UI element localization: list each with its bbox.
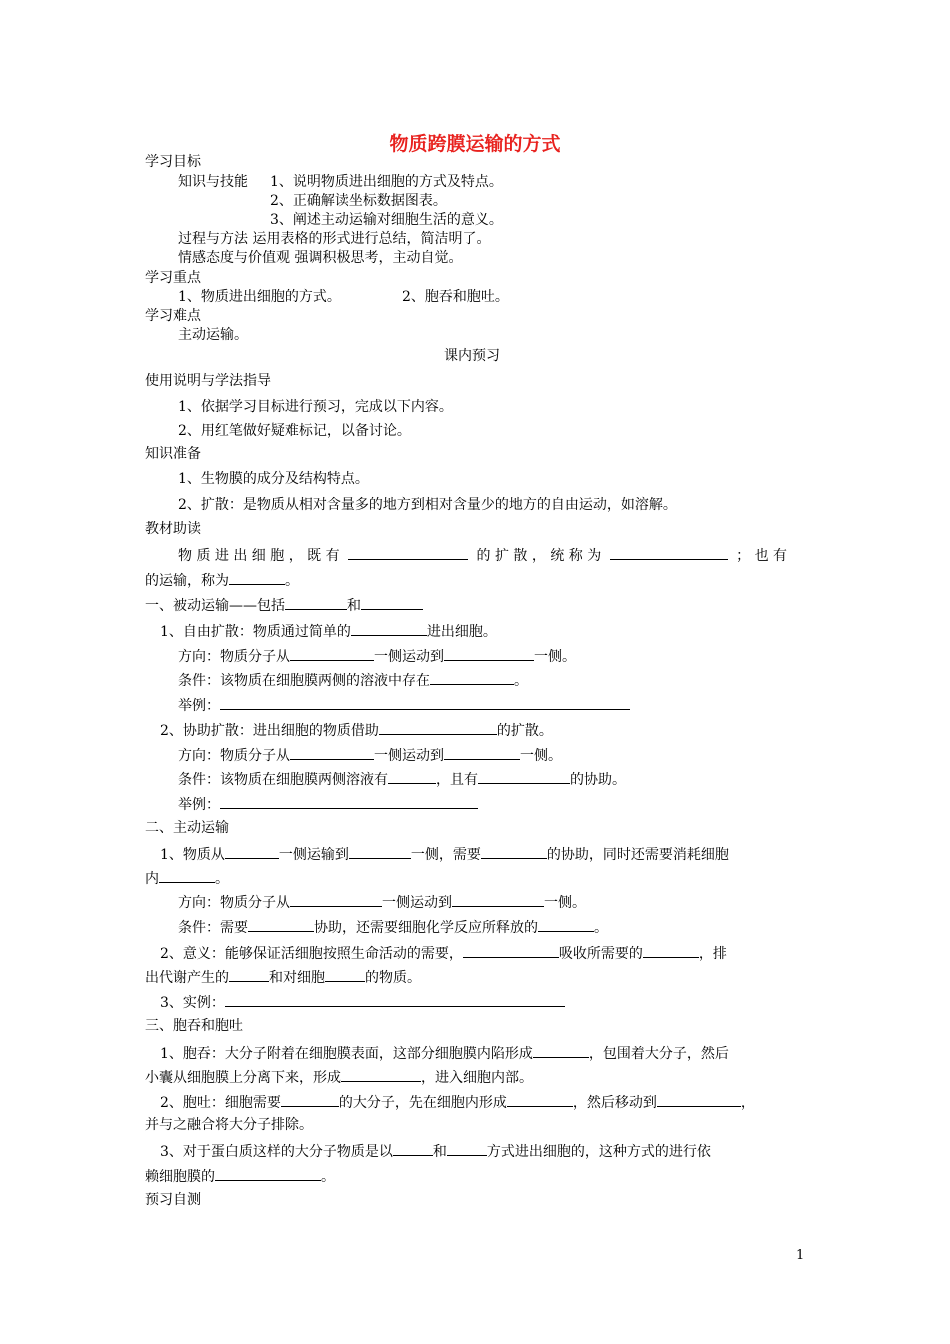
passive-fdir-c: 一侧。 [520, 748, 562, 764]
self-test-heading: 预习自测 [145, 1192, 201, 1208]
endo-line3-cont [145, 1165, 335, 1187]
blank-field[interactable] [341, 1066, 421, 1082]
blank-field[interactable] [225, 991, 565, 1007]
blank-field[interactable] [225, 843, 279, 859]
active-mean2-b: 和对细胞 [269, 970, 325, 986]
passive-fdir-b: 一侧运动到 [374, 748, 444, 764]
textbook-heading: 教材助读 [145, 521, 201, 537]
endo-e1-d: ，进入细胞内部。 [421, 1070, 533, 1086]
passive-fexample-label: 举例： [178, 797, 220, 813]
endo-e3-a: 3、对于蛋白质这样的大分子物质是以 [160, 1144, 393, 1160]
blank-field[interactable] [657, 1091, 741, 1107]
goal-k3: 3、阐述主动运输对细胞生活的意义。 [270, 212, 503, 228]
blank-field[interactable] [393, 1140, 433, 1156]
knowledge-prep-2: 2、扩散：是物质从相对含量多的地方到相对含量少的地方的自由运动，如溶解。 [178, 497, 677, 513]
active-cond-a: 条件：需要 [178, 920, 248, 936]
active-meaning [160, 942, 727, 964]
passive-fcond-b: ，且有 [436, 772, 478, 788]
blank-field[interactable] [533, 1042, 589, 1058]
instructions-heading: 使用说明与学法指导 [145, 373, 271, 389]
active-cond-b: 协助，还需要细胞化学反应所释放的 [314, 920, 538, 936]
passive-facilitated [160, 719, 553, 741]
passive-free [160, 620, 497, 642]
keypoint-1: 1、物质进出细胞的方式。 [178, 289, 341, 305]
endo-line1-cont [145, 1066, 533, 1088]
active-mean-b: 吸收所需要的 [558, 946, 643, 962]
blank-field[interactable] [379, 719, 497, 735]
blank-field[interactable] [507, 1091, 573, 1107]
knowledge-label: 知识与技能 [178, 174, 248, 190]
difficulty-item: 主动运输。 [178, 327, 248, 343]
blank-field[interactable] [481, 843, 547, 859]
goal-emotion: 情感态度与价值观 强调积极思考，主动自觉。 [178, 250, 463, 266]
blank-field[interactable] [229, 569, 285, 585]
blank-field[interactable] [538, 916, 594, 932]
goal-k1: 1、说明物质进出细胞的方式及特点。 [270, 174, 503, 190]
active-l1-f: 。 [215, 871, 229, 887]
blank-field[interactable] [229, 966, 269, 982]
endo-line1 [160, 1042, 729, 1064]
section-preview-heading: 课内预习 [444, 348, 500, 364]
textbook-intro-line2-b: 。 [285, 573, 299, 589]
passive-dir-c: 一侧。 [534, 649, 576, 665]
active-l1-d: 的协助，同时还需要消耗细胞 [546, 847, 729, 863]
keypoint-2: 2、胞吞和胞吐。 [402, 289, 509, 305]
passive-free-b: 进出细胞。 [426, 624, 497, 640]
blank-field[interactable] [215, 1165, 321, 1181]
passive-fcond-a: 条件：该物质在细胞膜两侧溶液有 [178, 772, 388, 788]
blank-field[interactable] [478, 768, 570, 784]
active-direction [178, 891, 586, 913]
passive-example [178, 694, 630, 716]
textbook-intro-c: ； 也 有 [736, 548, 788, 564]
difficulty-heading: 学习难点 [145, 308, 201, 324]
blank-field[interactable] [349, 843, 411, 859]
endo-e2-b: 的大分子，先在细胞内形成 [338, 1095, 507, 1111]
passive-heading-a: 一、被动运输——包括 [145, 598, 285, 614]
instruction-2: 2、用红笔做好疑难标记，以备讨论。 [178, 423, 411, 439]
facilitated-example [178, 793, 478, 815]
blank-field[interactable] [290, 645, 374, 661]
active-example-label: 3、实例： [160, 995, 225, 1011]
blank-field[interactable] [361, 594, 423, 610]
active-mean2-a: 出代谢产生的 [145, 970, 229, 986]
endo-e2-d: ， [740, 1095, 755, 1111]
active-l1-b: 一侧运输到 [278, 847, 349, 863]
blank-field[interactable] [430, 669, 514, 685]
active-dir-c: 一侧。 [544, 895, 586, 911]
passive-fac-b: 的扩散。 [496, 723, 553, 739]
passive-condition [178, 669, 528, 691]
passive-fdir-a: 方向：物质分子从 [178, 748, 290, 764]
page-title: 物质跨膜运输的方式 [389, 133, 561, 155]
blank-field[interactable] [463, 942, 559, 958]
blank-field[interactable] [643, 942, 699, 958]
active-l1-e: 内 [145, 871, 159, 887]
blank-field[interactable] [348, 544, 468, 560]
blank-field[interactable] [452, 891, 544, 907]
endo-e1-b: ，包围着大分子，然后 [588, 1046, 729, 1062]
blank-field[interactable] [351, 620, 427, 636]
blank-field[interactable] [444, 744, 520, 760]
blank-field[interactable] [248, 916, 314, 932]
active-l1-c: 一侧，需要 [410, 847, 481, 863]
endo-e2-a: 2、胞吐：细胞需要 [160, 1095, 281, 1111]
keypoints-heading: 学习重点 [145, 270, 201, 286]
endo-line3 [160, 1140, 711, 1162]
endo-e2-c: ，然后移动到 [572, 1095, 657, 1111]
endo-e3-e: 。 [321, 1169, 335, 1185]
active-l1-a: 1、物质从 [160, 847, 225, 863]
passive-direction [178, 645, 576, 667]
blank-field[interactable] [447, 1140, 487, 1156]
active-mean-c: ，排 [698, 946, 727, 962]
knowledge-prep-1: 1、生物膜的成分及结构特点。 [178, 471, 369, 487]
passive-example-label: 举例： [178, 698, 220, 714]
blank-field[interactable] [444, 645, 534, 661]
passive-dir-b: 一侧运动到 [374, 649, 444, 665]
knowledge-prep-heading: 知识准备 [145, 446, 201, 462]
blank-field[interactable] [220, 793, 478, 809]
blank-field[interactable] [325, 966, 365, 982]
passive-heading-b: 和 [347, 598, 361, 614]
endo-e3-d: 赖细胞膜的 [145, 1169, 215, 1185]
endo-e1-a: 1、胞吞：大分子附着在细胞膜表面，这部分细胞膜内陷形成 [160, 1046, 533, 1062]
active-line1-cont [145, 867, 229, 889]
passive-dir-a: 方向：物质分子从 [178, 649, 290, 665]
endo-e1-c: 小囊从细胞膜上分离下来，形成 [145, 1070, 341, 1086]
textbook-intro-b: 的 扩 散 ， 统 称 为 [476, 548, 602, 564]
goal-k2: 2、正确解读坐标数据图表。 [270, 193, 447, 209]
endo-line2 [160, 1091, 755, 1113]
endo-line2-cont: 并与之融合将大分子排除。 [145, 1117, 313, 1133]
active-dir-b: 一侧运动到 [382, 895, 452, 911]
blank-field[interactable] [159, 867, 215, 883]
textbook-intro-line1 [178, 544, 787, 566]
instruction-1: 1、依据学习目标进行预习，完成以下内容。 [178, 399, 453, 415]
endo-e3-b: 和 [432, 1144, 447, 1160]
passive-fcond-c: 的协助。 [570, 772, 626, 788]
passive-fac-a: 2、协助扩散：进出细胞的物质借助 [160, 723, 379, 739]
page-number: 1 [796, 1248, 805, 1263]
endo-heading: 三、胞吞和胞吐 [145, 1018, 243, 1034]
blank-field[interactable] [281, 1091, 339, 1107]
facilitated-condition [178, 768, 626, 790]
textbook-intro-line2-a: 的运输，称为 [145, 573, 229, 589]
passive-cond-b: 。 [514, 673, 528, 689]
blank-field[interactable] [290, 891, 382, 907]
active-condition [178, 916, 608, 938]
blank-field[interactable] [388, 768, 436, 784]
active-heading: 二、主动运输 [145, 820, 229, 836]
active-cond-c: 。 [594, 920, 608, 936]
passive-cond-a: 条件：该物质在细胞膜两侧的溶液中存在 [178, 673, 430, 689]
blank-field[interactable] [290, 744, 374, 760]
endo-e3-c: 方式进出细胞的，这种方式的进行依 [486, 1144, 711, 1160]
blank-field[interactable] [285, 594, 347, 610]
active-dir-a: 方向：物质分子从 [178, 895, 290, 911]
passive-free-a: 1、自由扩散：物质通过简单的 [160, 624, 351, 640]
passive-heading [145, 594, 423, 616]
active-mean2-c: 的物质。 [365, 970, 421, 986]
blank-field[interactable] [610, 544, 728, 560]
active-mean-a: 2、意义：能够保证活细胞按照生命活动的需要， [160, 946, 463, 962]
active-line1 [160, 843, 729, 865]
facilitated-direction [178, 744, 562, 766]
textbook-intro-a: 物 质 进 出 细 胞 ， 既 有 [178, 548, 340, 564]
blank-field[interactable] [220, 694, 630, 710]
active-meaning-cont [145, 966, 421, 988]
goals-heading: 学习目标 [145, 154, 201, 170]
active-example [160, 991, 565, 1013]
textbook-intro-line2 [145, 569, 299, 591]
goal-process: 过程与方法 运用表格的形式进行总结，简洁明了。 [178, 231, 491, 247]
